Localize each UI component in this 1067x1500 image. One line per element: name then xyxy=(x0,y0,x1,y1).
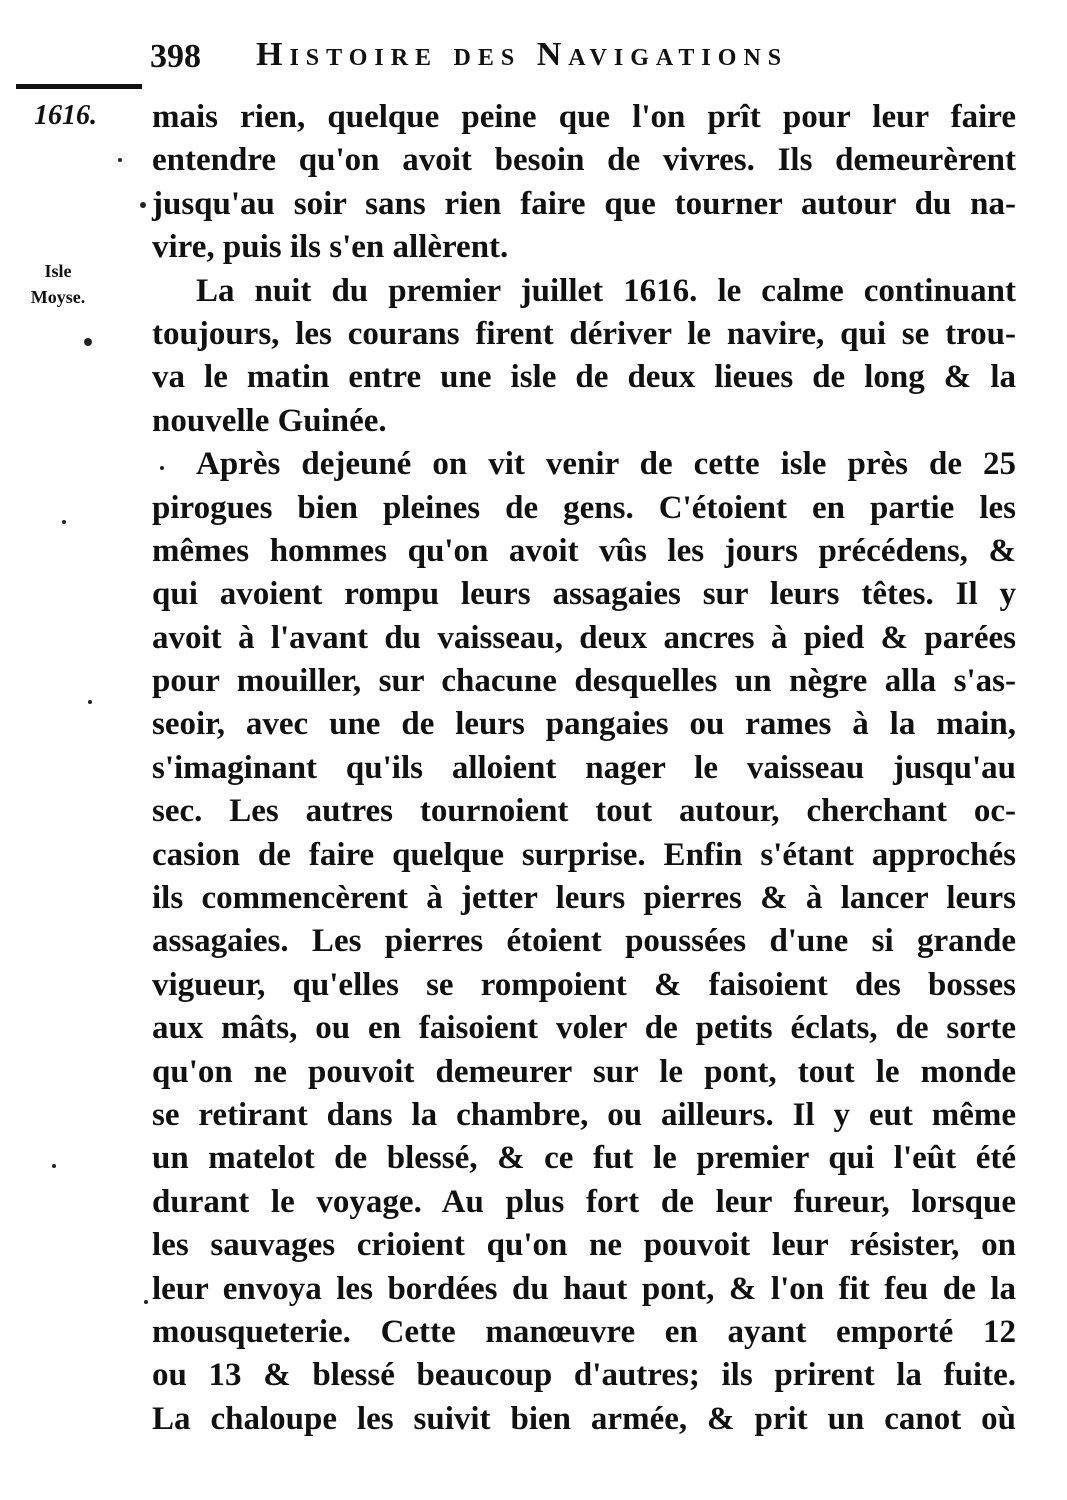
text-line: ils commencèrent à jetter leurs pierres & à lancer leurs xyxy=(152,880,1016,917)
text-line: leur envoya les bordées du haut pont, & l'on fit feu de la xyxy=(152,1270,1016,1307)
running-title: Histoire des Navigations xyxy=(256,36,789,73)
ink-speck xyxy=(62,520,66,524)
margin-rule xyxy=(16,84,142,89)
text-line: seoir, avec une de leurs pangaies ou rames à la main, xyxy=(152,706,1016,743)
page-number: 398 xyxy=(150,38,201,75)
margin-note-line: Isle xyxy=(44,261,72,281)
text-line: nouvelle Guinée. xyxy=(152,402,387,439)
ink-speck xyxy=(84,338,92,346)
text-line: les sauvages crioient qu'on ne pouvoit leur résister, on xyxy=(152,1227,1016,1264)
text-line: casion de faire quelque surprise. Enfin s'étant approchés xyxy=(152,836,1016,873)
ink-speck xyxy=(52,1164,56,1168)
text-line: durant le voyage. Au plus fort de leur fureur, lorsque xyxy=(152,1183,1016,1220)
text-line: toujours, les courans firent dériver le navire, qui se trou- xyxy=(152,315,1016,352)
text-line: s'imaginant qu'ils alloient nager le vaisseau jusqu'au xyxy=(152,749,1016,786)
margin-note-line: Moyse. xyxy=(30,287,86,307)
text-line: se retirant dans la chambre, ou ailleurs. Il y eut même xyxy=(152,1096,1016,1133)
text-line: entendre qu'on avoit besoin de vivres. Ils demeurèrent xyxy=(152,142,1016,179)
text-line: Après dejeuné on vit venir de cette isle près de 25 xyxy=(196,446,1016,483)
text-line: ou 13 & blessé beaucoup d'autres; ils prirent la fuite. xyxy=(152,1357,1016,1394)
text-line: mais rien, quelque peine que l'on prît pour leur faire xyxy=(152,99,1016,135)
ink-speck xyxy=(118,158,122,162)
body-text xyxy=(152,96,1016,1441)
text-line: avoit à l'avant du vaisseau, deux ancres à pied & parées xyxy=(152,619,1016,656)
ink-speck xyxy=(88,700,92,704)
text-line: aux mâts, ou en faisoient voler de petits éclats, de sorte xyxy=(152,1010,1016,1047)
margin-year: 1616. xyxy=(34,100,97,131)
text-line: La nuit du premier juillet 1616. le calme continuant xyxy=(196,272,1016,309)
page-header xyxy=(150,30,930,80)
text-line: pour mouiller, sur chacune desquelles un nègre alla s'as- xyxy=(152,663,1016,700)
text-line: qu'on ne pouvoit demeurer sur le pont, tout le monde xyxy=(152,1053,1016,1090)
text-line: vire, puis ils s'en allèrent. xyxy=(152,229,509,266)
text-line: jusqu'au soir sans rien faire que tourner autour du na- xyxy=(152,185,1016,222)
text-line: assagaies. Les pierres étoient poussées d'une si grande xyxy=(152,923,1016,960)
text-line: mêmes hommes qu'on avoit vûs les jours précédens, & xyxy=(152,532,1016,569)
text-line: un matelot de blessé, & ce fut le premier qui l'eût été xyxy=(152,1140,1016,1177)
text-line: La chaloupe les suivit bien armée, & prit un canot où xyxy=(152,1400,1016,1437)
ink-speck xyxy=(144,1300,148,1304)
ink-speck xyxy=(140,202,146,208)
text-line: pirogues bien pleines de gens. C'étoient en partie les xyxy=(152,489,1016,526)
margin-note xyxy=(18,258,98,310)
text-line: sec. Les autres tournoient tout autour, cherchant oc- xyxy=(152,793,1016,830)
text-line: qui avoient rompu leurs assagaies sur leurs têtes. Il y xyxy=(152,576,1016,613)
text-line: va le matin entre une isle de deux lieues de long & la xyxy=(152,359,1016,396)
text-line: mousqueterie. Cette manœuvre en ayant emporté 12 xyxy=(152,1313,1016,1350)
text-line: vigueur, qu'elles se rompoient & faisoient des bosses xyxy=(152,966,1016,1003)
